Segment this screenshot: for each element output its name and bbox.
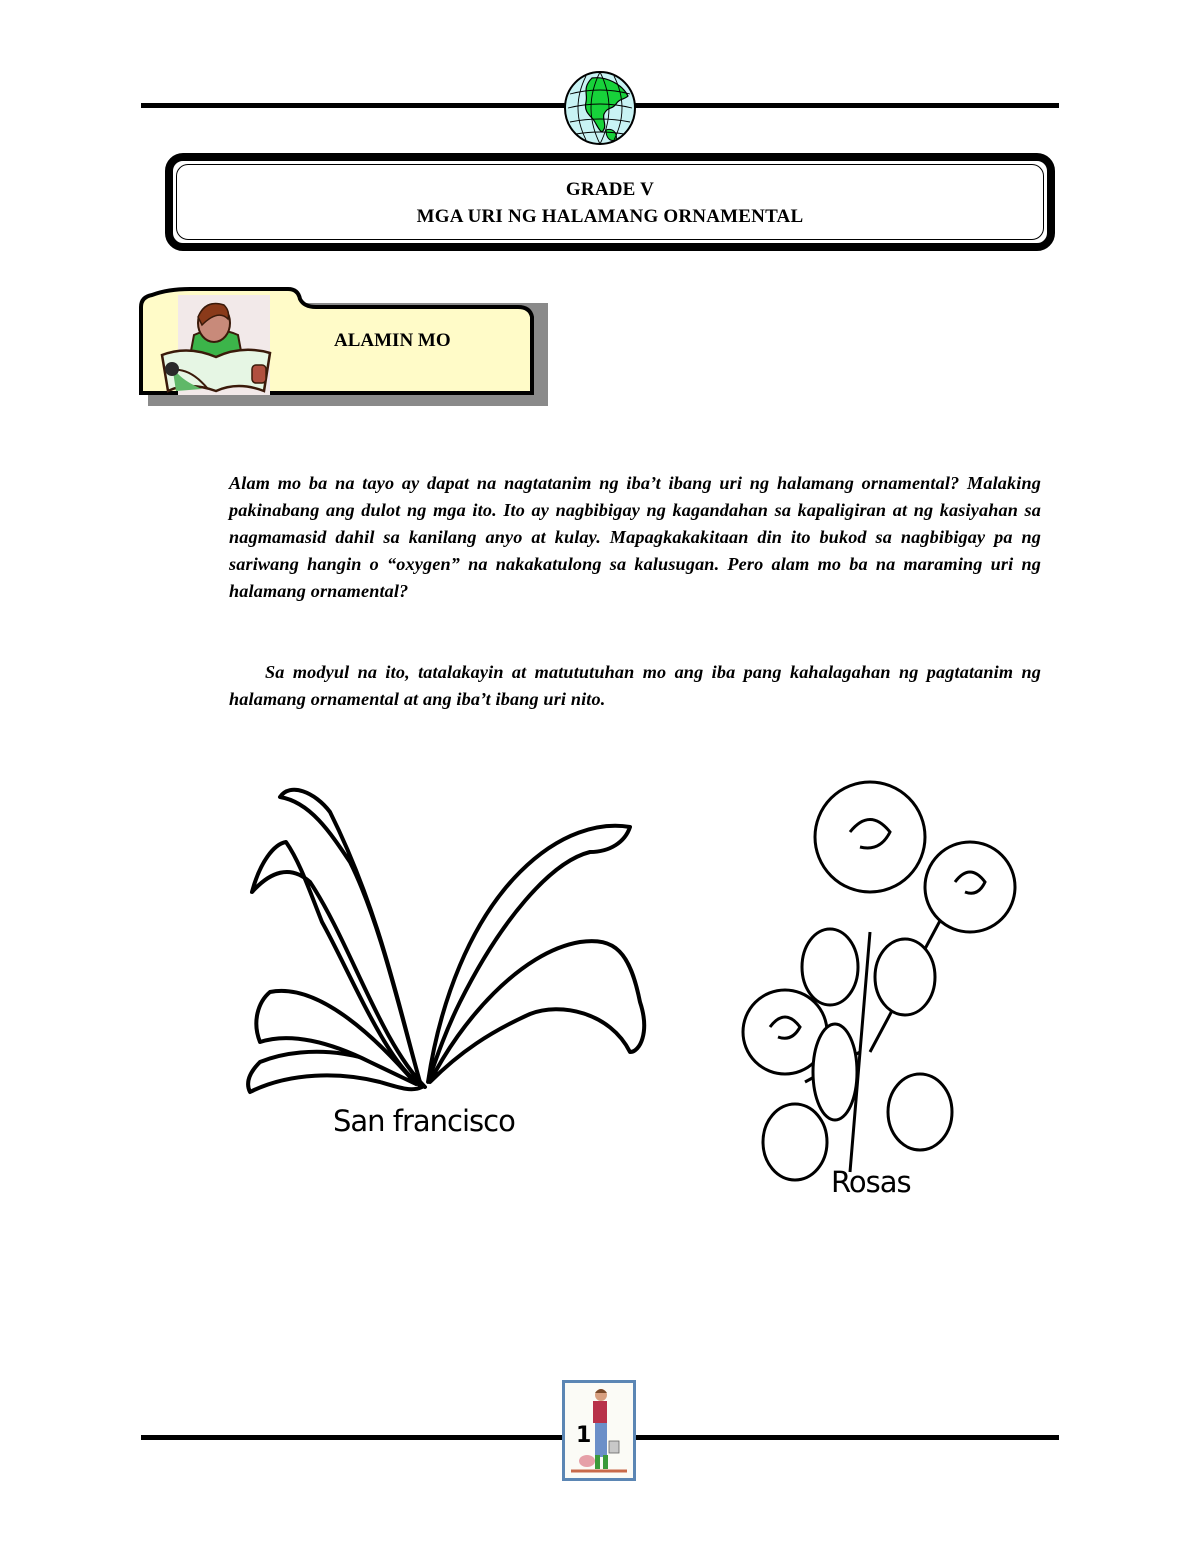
page-title: MGA URI NG HALAMANG ORNAMENTAL <box>416 206 804 227</box>
page-number-badge <box>562 1380 636 1481</box>
reading-person-icon <box>158 295 276 395</box>
rose-drawing <box>743 782 1015 1180</box>
bottom-rule-left <box>141 1435 566 1440</box>
bottom-rule-right <box>634 1435 1059 1440</box>
san-francisco-plant-drawing <box>248 790 644 1092</box>
rosas-caption: Rosas <box>831 1165 911 1199</box>
san-francisco-caption: San francisco <box>333 1104 515 1138</box>
plant-illustrations <box>230 752 1030 1212</box>
globe-icon <box>562 70 638 146</box>
alamin-mo-section-header <box>138 285 550 410</box>
module-paragraph: Sa modyul na ito, tatalakayin at matututuhan mo ang iba pang kahalagahan ng pagtatanim ng halamang ornamental at ang iba’t ibang uri nito. <box>229 662 1041 709</box>
top-rule-right <box>634 103 1059 108</box>
title-box <box>165 153 1055 251</box>
top-rule-left <box>141 103 566 108</box>
page-number: 1 <box>576 1423 592 1448</box>
grade-label: GRADE V <box>565 179 655 200</box>
section-label: ALAMIN MO <box>334 330 451 351</box>
intro-paragraph: Alam mo ba na tayo ay dapat na nagtatanim ng iba’t ibang uri ng halamang ornamental? Malaking pakinabang ang dulot ng mga ito. Ito ay nagbibigay ng kagandahan sa kapaligiran at ng kasiyahan sa nagmamasid dahil sa kanilang anyo at kulay. Mapagkakakitaan din ito bukod sa nagbibigay pa ng sariwang hangin o “oxygen” na nakakatulong sa kalusugan. Pero alam mo ba na maraming uri ng halamang ornamental? <box>229 473 1041 601</box>
